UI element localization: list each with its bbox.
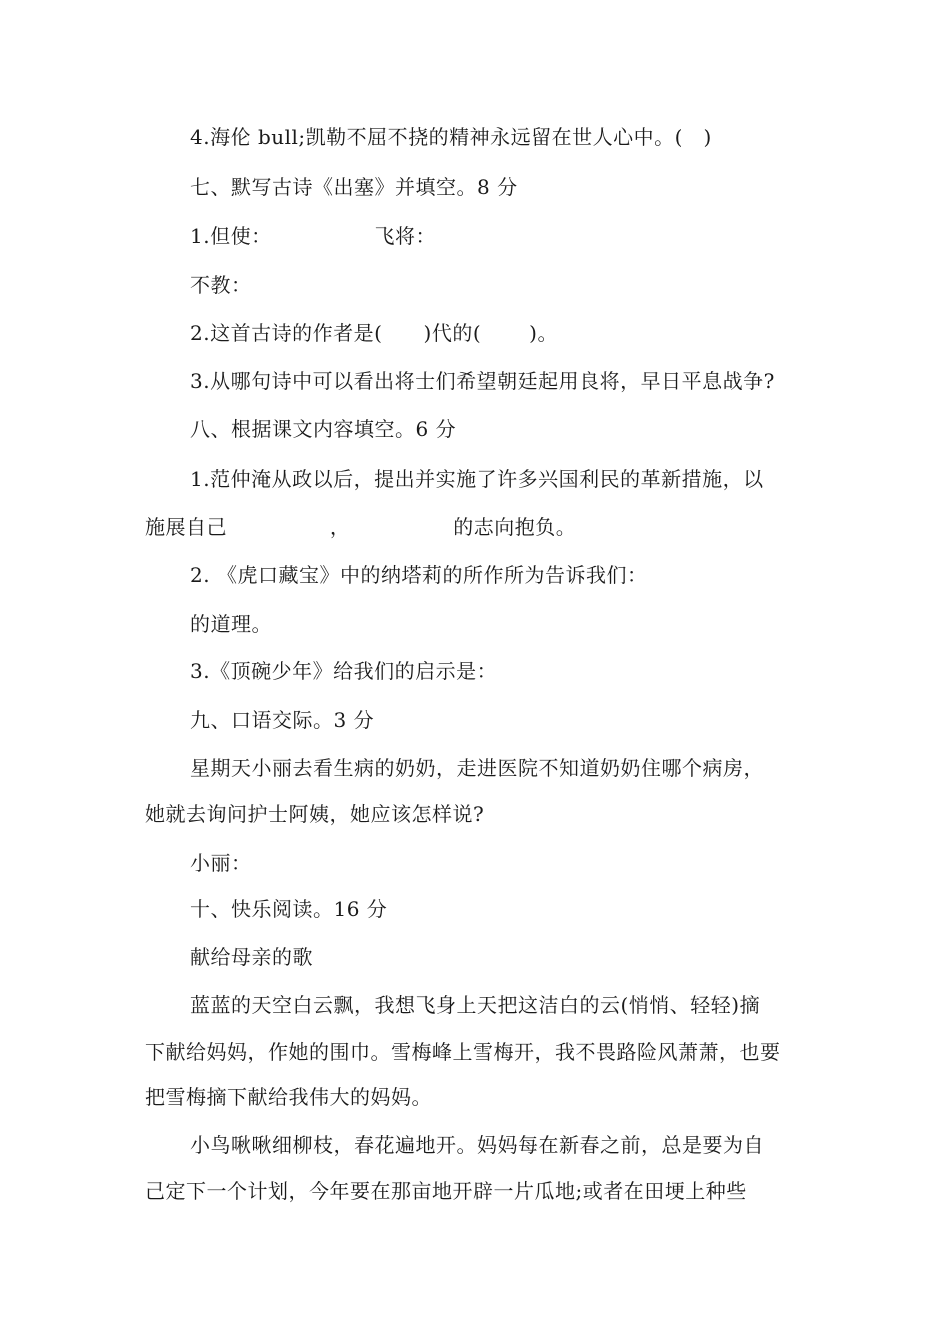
poem-meaning-question: 3.从哪句诗中可以看出将士们希望朝廷起用良将，早日平息战争?: [190, 369, 775, 393]
poem-line-1: 1.但使： 飞将：: [190, 224, 436, 248]
reading-para-2-line-2: 己定下一个计划，今年要在那亩地开辟一片瓜地;或者在田埂上种些: [145, 1179, 747, 1203]
section-8-heading: 八、根据课文内容填空。6 分: [190, 417, 457, 441]
reading-para-1-line-3: 把雪梅摘下献给我伟大的妈妈。: [145, 1085, 432, 1109]
poem-author-question: 2.这首古诗的作者是( )代的( )。: [190, 321, 558, 345]
oral-prompt-line-1: 星期天小丽去看生病的奶奶，走进医院不知道奶奶住哪个病房，: [190, 756, 764, 780]
fill-in-1-line-2: 施展自己 ， 的志向抱负。: [145, 515, 577, 539]
fill-in-2-line-1: 2. 《虎口藏宝》中的纳塔莉的所作所为告诉我们：: [190, 563, 648, 587]
reading-para-1-line-1: 蓝蓝的天空白云飘，我想飞身上天把这洁白的云(悄悄、轻轻)摘: [190, 993, 761, 1017]
reading-title: 献给母亲的歌: [190, 945, 313, 969]
reading-para-2-line-1: 小鸟啾啾细柳枝，春花遍地开。妈妈每在新春之前，总是要为自: [190, 1133, 764, 1157]
oral-answer-label: 小丽：: [190, 851, 252, 875]
fill-in-3: 3.《顶碗少年》给我们的启示是：: [190, 659, 498, 683]
oral-prompt-line-2: 她就去询问护士阿姨，她应该怎样说?: [145, 802, 485, 826]
fill-in-2-line-2: 的道理。: [190, 612, 272, 636]
section-9-heading: 九、口语交际。3 分: [190, 708, 375, 732]
fill-in-1-line-1: 1.范仲淹从政以后，提出并实施了许多兴国利民的革新措施，以: [190, 467, 764, 491]
section-7-heading: 七、默写古诗《出塞》并填空。8 分: [190, 175, 518, 199]
reading-para-1-line-2: 下献给妈妈，作她的围巾。雪梅峰上雪梅开，我不畏路险风萧萧，也要: [145, 1040, 781, 1064]
section-10-heading: 十、快乐阅读。16 分: [190, 897, 388, 921]
poem-line-2: 不教：: [190, 273, 252, 297]
question-4-helen-keller: 4.海伦 bull;凯勒不屈不挠的精神永远留在世人心中。( ): [190, 125, 712, 149]
